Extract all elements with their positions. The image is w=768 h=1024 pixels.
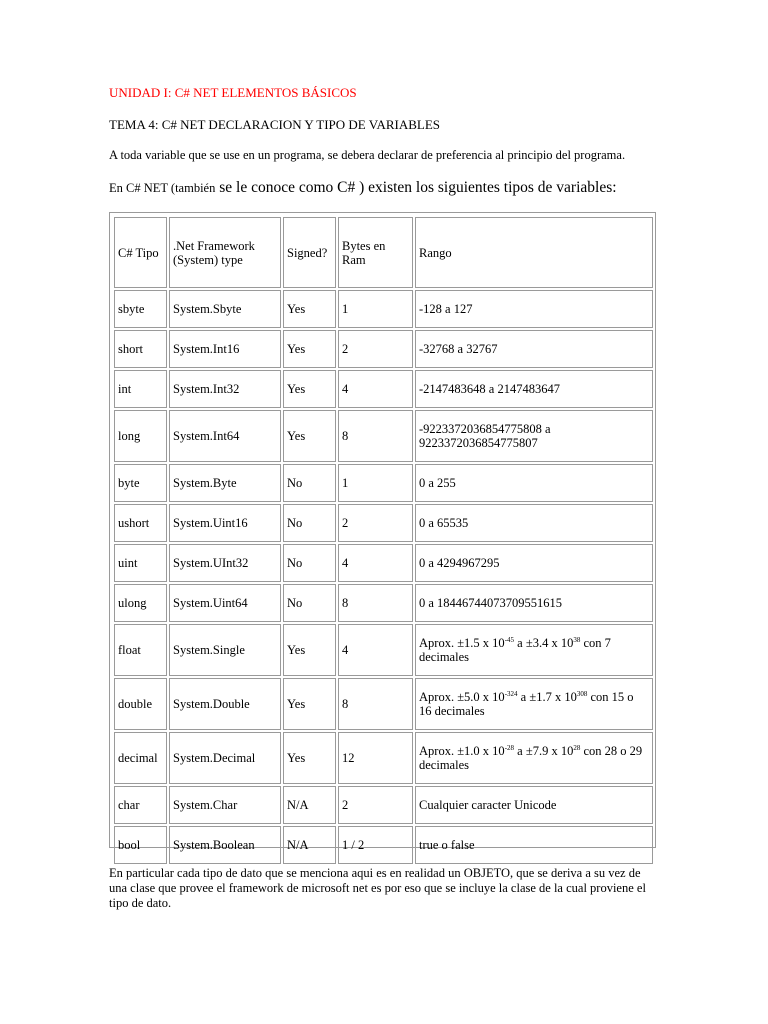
cell-range: 0 a 65535 — [415, 504, 653, 542]
cell-bytes: 4 — [338, 624, 413, 676]
table-row — [114, 732, 653, 784]
header-bytes: Bytes en Ram — [338, 217, 413, 288]
cell-range: true o false — [415, 826, 653, 864]
cell-framework: System.Int64 — [169, 410, 281, 462]
cell-type: bool — [114, 826, 167, 864]
cell-range: 0 a 18446744073709551615 — [415, 584, 653, 622]
cell-bytes: 2 — [338, 330, 413, 368]
intro-paragraph: A toda variable que se use en un programa, se debera declarar de preferencia al principio del programa. — [109, 148, 626, 162]
cell-range: 0 a 4294967295 — [415, 544, 653, 582]
cell-signed: Yes — [283, 732, 336, 784]
header-range: Rango — [415, 217, 653, 288]
cell-range: -9223372036854775808 a 9223372036854775807 — [415, 410, 653, 462]
cell-signed: Yes — [283, 330, 336, 368]
table-row — [114, 678, 653, 730]
cell-bytes: 1 — [338, 464, 413, 502]
range-text: a ±3.4 x 10 — [514, 636, 574, 650]
cell-framework: System.Double — [169, 678, 281, 730]
cell-bytes: 8 — [338, 410, 413, 462]
cell-bytes: 4 — [338, 370, 413, 408]
range-text: con 15 o 16 decimales — [419, 690, 634, 718]
cell-range — [415, 624, 653, 676]
cell-type: uint — [114, 544, 167, 582]
cell-signed: Yes — [283, 624, 336, 676]
header-framework: .Net Framework (System) type — [169, 217, 281, 288]
cell-type: double — [114, 678, 167, 730]
cell-signed: No — [283, 464, 336, 502]
header-type: C# Tipo — [114, 217, 167, 288]
cell-signed: Yes — [283, 410, 336, 462]
range-exponent: -45 — [504, 636, 515, 644]
cell-type: long — [114, 410, 167, 462]
range-text: con 28 o 29 decimales — [419, 744, 643, 772]
cell-signed: Yes — [283, 370, 336, 408]
cell-framework: System.Single — [169, 624, 281, 676]
types-intro-large: se le conoce como C# ) existen los siguientes tipos de variables: — [215, 179, 617, 196]
range-exponent: -324 — [504, 690, 518, 698]
cell-range — [415, 678, 653, 730]
cell-range: -2147483648 a 2147483647 — [415, 370, 653, 408]
cell-range: -32768 a 32767 — [415, 330, 653, 368]
table-row — [114, 624, 653, 676]
cell-signed: N/A — [283, 826, 336, 864]
header-signed: Signed? — [283, 217, 336, 288]
table-row — [114, 786, 653, 824]
range-exponent: 308 — [576, 690, 588, 698]
cell-range: -128 a 127 — [415, 290, 653, 328]
cell-range — [415, 732, 653, 784]
cell-bytes: 8 — [338, 584, 413, 622]
cell-bytes: 1 — [338, 290, 413, 328]
cell-bytes: 2 — [338, 504, 413, 542]
types-intro-small: En C# NET (también — [109, 181, 216, 195]
table-row — [114, 584, 653, 622]
range-text: Aprox. ±1.5 x 10 — [419, 636, 505, 650]
cell-type: ushort — [114, 504, 167, 542]
types-table-frame — [109, 212, 656, 852]
cell-bytes: 4 — [338, 544, 413, 582]
range-text: a ±7.9 x 10 — [514, 744, 574, 758]
cell-signed: N/A — [283, 786, 336, 824]
cell-framework: System.UInt32 — [169, 544, 281, 582]
cell-framework: System.Byte — [169, 464, 281, 502]
cell-type: sbyte — [114, 290, 167, 328]
cell-signed: No — [283, 504, 336, 542]
unit-heading: UNIDAD I: C# NET ELEMENTOS BÁSICOS — [109, 85, 357, 100]
cell-type: int — [114, 370, 167, 408]
range-exponent: 38 — [573, 636, 581, 644]
range-exponent: 28 — [573, 744, 581, 752]
cell-framework: System.Int16 — [169, 330, 281, 368]
cell-framework: System.Uint16 — [169, 504, 281, 542]
cell-framework: System.Char — [169, 786, 281, 824]
range-text: a ±1.7 x 10 — [517, 690, 577, 704]
range-text: Aprox. ±5.0 x 10 — [419, 690, 505, 704]
range-text: con 7 decimales — [419, 636, 611, 664]
cell-bytes: 8 — [338, 678, 413, 730]
table-header-row — [114, 217, 653, 288]
cell-signed: No — [283, 584, 336, 622]
cell-framework: System.Int32 — [169, 370, 281, 408]
cell-type: short — [114, 330, 167, 368]
topic-heading: TEMA 4: C# NET DECLARACION Y TIPO DE VARIABLES — [109, 117, 441, 132]
closing-paragraph: En particular cada tipo de dato que se menciona aqui es en realidad un OBJETO, que se deriva a su vez de una clase que provee el framework de microsoft net es por eso que se incluye la clase de la cual proviene el tipo de dato. — [109, 866, 646, 910]
types-intro-paragraph — [109, 179, 617, 197]
cell-bytes: 1 / 2 — [338, 826, 413, 864]
table-row — [114, 410, 653, 462]
cell-range: 0 a 255 — [415, 464, 653, 502]
cell-bytes: 12 — [338, 732, 413, 784]
cell-framework: System.Sbyte — [169, 290, 281, 328]
cell-range: Cualquier caracter Unicode — [415, 786, 653, 824]
cell-type: char — [114, 786, 167, 824]
range-text: Aprox. ±1.0 x 10 — [419, 744, 505, 758]
cell-type: ulong — [114, 584, 167, 622]
cell-framework: System.Decimal — [169, 732, 281, 784]
cell-bytes: 2 — [338, 786, 413, 824]
cell-signed: Yes — [283, 290, 336, 328]
cell-type: float — [114, 624, 167, 676]
cell-signed: No — [283, 544, 336, 582]
table-row — [114, 504, 653, 542]
table-row — [114, 370, 653, 408]
types-table — [112, 215, 655, 866]
table-row — [114, 464, 653, 502]
cell-framework: System.Uint64 — [169, 584, 281, 622]
cell-type: decimal — [114, 732, 167, 784]
cell-framework: System.Boolean — [169, 826, 281, 864]
cell-signed: Yes — [283, 678, 336, 730]
range-exponent: -28 — [504, 744, 515, 752]
table-row — [114, 826, 653, 864]
table-row — [114, 544, 653, 582]
cell-type: byte — [114, 464, 167, 502]
table-row — [114, 330, 653, 368]
table-row — [114, 290, 653, 328]
